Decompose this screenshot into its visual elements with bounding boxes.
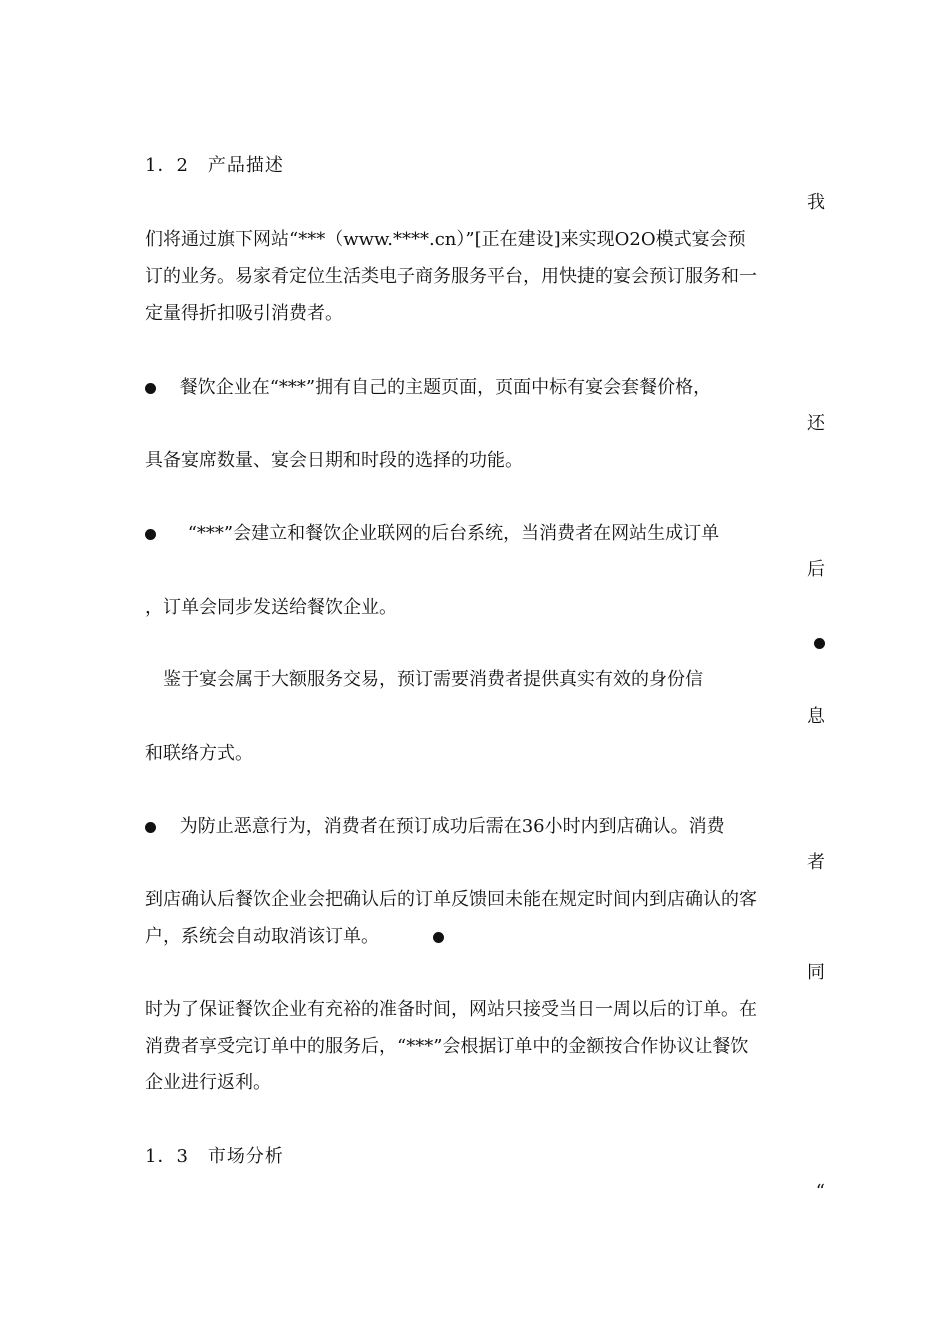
bullet-2	[145, 522, 719, 546]
bullet-dot-icon	[145, 383, 156, 394]
bullet-1-line-1: 餐饮企业在“***”拥有自己的主题页面，页面中标有宴会套餐价格，	[179, 377, 712, 398]
bullet-3-dot	[814, 631, 825, 655]
bullet-dot-icon	[145, 529, 156, 540]
bullet-5-line-1: 时为了保证餐饮企业有充裕的准备时间，网站只接受当日一周以后的订单。在	[145, 999, 757, 1020]
bullet-3-line-2: 和联络方式。	[145, 743, 253, 764]
bullet-dot-icon	[433, 932, 444, 943]
bullet-1	[145, 376, 711, 400]
bullet-4-overflow: 者	[807, 852, 825, 873]
section-1-3-overflow: “	[815, 1181, 825, 1202]
section-1-3-heading: 1．3 市场分析	[145, 1146, 284, 1167]
bullet-4	[145, 815, 725, 839]
bullet-4-line-2: 到店确认后餐饮企业会把确认后的订单反馈回未能在规定时间内到店确认的客	[145, 889, 757, 910]
bullet-2-line-2: ，订单会同步发送给餐饮企业。	[145, 597, 397, 618]
bullet-3-line-1: 鉴于宴会属于大额服务交易，预订需要消费者提供真实有效的身份信	[163, 669, 703, 690]
section-1-2-heading: 1．2 产品描述	[145, 155, 284, 176]
paragraph-1-line-2: 订的业务。易家肴定位生活类电子商务服务平台，用快捷的宴会预订服务和一	[145, 266, 757, 287]
paragraph-1-line-3: 定量得折扣吸引消费者。	[145, 303, 343, 324]
paragraph-1-line-1: 们将通过旗下网站“***（www.****.cn）”[正在建设]来实现O2O模式宴会预	[145, 229, 746, 250]
bullet-1-overflow: 还	[807, 413, 825, 434]
bullet-5-line-2: 消费者享受完订单中的服务后，“***”会根据订单中的金额按合作协议让餐饮	[145, 1036, 749, 1057]
bullet-dot-icon	[145, 822, 156, 833]
bullet-2-overflow: 后	[807, 559, 825, 580]
bullet-4-line-1: 为防止恶意行为，消费者在预订成功后需在36小时内到店确认。消费	[179, 816, 725, 837]
bullet-1-line-2: 具备宴席数量、宴会日期和时段的选择的功能。	[145, 450, 523, 471]
bullet-5-overflow: 同	[807, 962, 825, 983]
bullet-4-line-3	[145, 925, 444, 949]
bullet-3-overflow: 息	[807, 706, 825, 727]
bullet-5-line-3: 企业进行返利。	[145, 1072, 271, 1093]
bullet-4-line-3-text: 户，系统会自动取消该订单。	[145, 926, 379, 947]
paragraph-1-overflow: 我	[807, 192, 825, 213]
bullet-2-line-1: “***”会建立和餐饮企业联网的后台系统，当消费者在网站生成订单	[187, 523, 720, 544]
bullet-dot-icon	[814, 638, 825, 649]
